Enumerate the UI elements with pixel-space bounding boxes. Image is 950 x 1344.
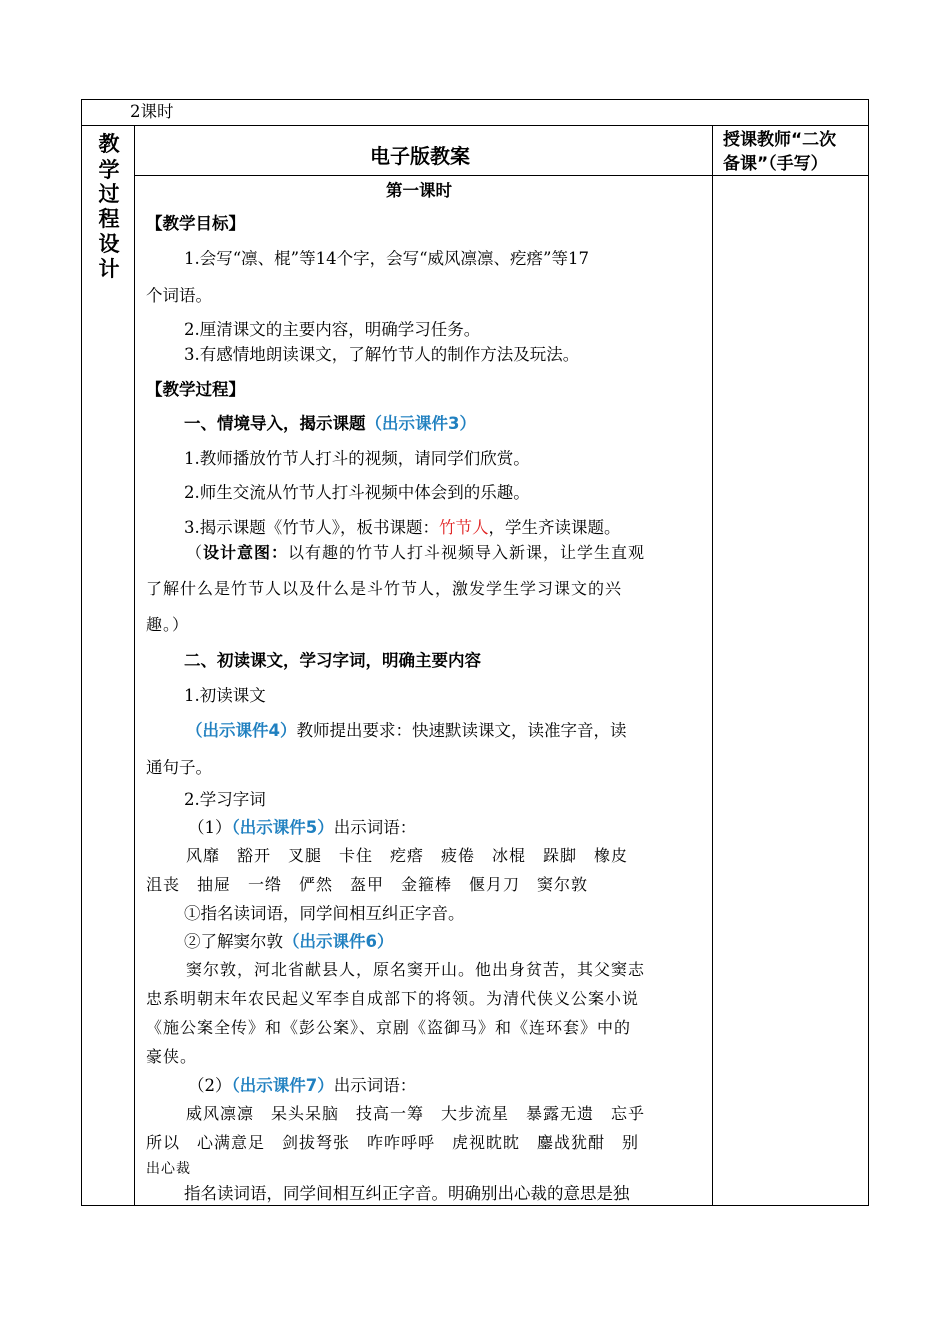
- courseware-tag: （出示课件6）: [283, 932, 394, 951]
- section-2-requirement-line1: [186, 721, 626, 741]
- dou-erdun-line4: 豪侠。: [146, 1047, 198, 1066]
- words-2-row-2: 所以 心满意足 剑拔弩张 咋咋呼呼 虎视眈眈 鏖战犹酣 别: [146, 1133, 640, 1152]
- goal-1-line1: 1.会写“凛、棍”等14个字，会写“威风凛凛、疙瘩”等17: [184, 249, 589, 268]
- words-2-label: 出示词语：: [333, 1076, 417, 1095]
- table-border-bottom: [81, 1205, 869, 1206]
- main-title: 电子版教案: [370, 144, 470, 168]
- table-border-right: [868, 99, 869, 1206]
- right-column-title-line2: 备课”（手写）: [723, 154, 828, 174]
- requirement-text: 教师提出要求：快速默读课文，读准字音，读: [296, 721, 627, 740]
- dou-erdun-line1: 窦尔敦，河北省献县人，原名窦开山。他出身贫苦，其父窦志: [186, 960, 646, 979]
- section-1-item-1: 1.教师播放竹节人打斗的视频，请同学们欣赏。: [184, 449, 530, 468]
- table-col-divider-left: [134, 125, 135, 1206]
- section-2-item-1: 1.初读课文: [184, 686, 266, 705]
- courseware-tag: （出示课件5）: [231, 818, 334, 837]
- design-intent-line1: [186, 543, 645, 563]
- table-col-divider-right: [712, 125, 713, 1206]
- know-dou-erdun: ②了解窦尔敦: [184, 932, 283, 951]
- side-label-char: 教: [98, 132, 120, 156]
- goal-2: 2.厘清课文的主要内容，明确学习任务。: [184, 320, 481, 339]
- words-1-row-2: 沮丧 抽屉 一绺 俨然 盔甲 金箍棒 偃月刀 窦尔敦: [146, 875, 589, 894]
- goals-heading: 【教学目标】: [146, 214, 245, 233]
- lesson-title: 第一课时: [386, 181, 452, 200]
- section-1-heading: 一、情境导入，揭示课题: [184, 414, 366, 433]
- right-column-title-line1: 授课教师“二次: [723, 130, 837, 150]
- courseware-tag: （出示课件3）: [365, 414, 476, 433]
- words-1-note: ①指名读词语，同学间相互纠正字音。: [184, 904, 465, 923]
- side-label-char: 学: [98, 158, 120, 182]
- words-2-number: （2）: [188, 1076, 232, 1095]
- words-1-number: （1）: [188, 818, 232, 837]
- words-1-row-1: 风靡 豁开 叉腿 卡住 疙瘩 疲倦 冰棍 跺脚 橡皮: [186, 846, 629, 865]
- period-label: 2课时: [130, 102, 174, 121]
- words-1-label: 出示词语：: [333, 818, 417, 837]
- side-label-char: 设: [98, 232, 120, 256]
- section-1-item-3: [184, 518, 621, 538]
- section-1-item-3-end: ，学生齐读课题。: [488, 518, 621, 537]
- side-label-char: 过: [98, 182, 120, 206]
- section-1-item-3-text: 3.揭示课题《竹节人》，板书课题：: [184, 518, 439, 537]
- dou-erdun-line3: 《施公案全传》和《彭公案》、京剧《盗御马》和《连环套》中的: [146, 1018, 632, 1037]
- board-title-red: 竹节人: [439, 518, 489, 537]
- side-label-char: 计: [98, 257, 120, 281]
- words-2-intro: [188, 1076, 416, 1096]
- section-2-requirement-line2: 通句子。: [146, 758, 212, 777]
- section-2-heading: 二、初读课文，学习字词，明确主要内容: [184, 651, 481, 670]
- design-intent-line2: 了解什么是竹节人以及什么是斗竹节人，激发学生学习课文的兴: [146, 579, 623, 598]
- goal-3: 3.有感情地朗读课文，了解竹节人的制作方法及玩法。: [184, 345, 580, 364]
- goal-1-line2: 个词语。: [146, 286, 212, 305]
- design-open-paren: （: [186, 543, 204, 562]
- dou-erdun-line2: 忠系明朝末年农民起义军李自成部下的将领。为清代侠义公案小说: [146, 989, 640, 1008]
- design-intent-line3: 趣。）: [146, 615, 190, 634]
- section-1-item-2: 2.师生交流从竹节人打斗视频中体会到的乐趣。: [184, 483, 530, 502]
- section-2-item-2: 2.学习字词: [184, 790, 266, 809]
- side-label-char: 程: [98, 207, 120, 231]
- design-intent-label: 设计意图：: [203, 543, 289, 562]
- table-border-top: [81, 99, 869, 100]
- words-2-row-1: 威风凛凛 呆头呆脑 技高一筹 大步流星 暴露无遗 忘乎: [186, 1104, 646, 1123]
- courseware-tag: （出示课件7）: [231, 1076, 334, 1095]
- words-1-intro: [188, 818, 416, 838]
- courseware-tag: （出示课件4）: [186, 721, 297, 740]
- design-intent-text: 以有趣的竹节人打斗视频导入新课，让学生直观: [288, 543, 646, 562]
- table-rule-period: [81, 125, 869, 126]
- section-1-heading-line: [184, 414, 476, 434]
- table-border-left: [81, 99, 82, 1206]
- process-heading: 【教学过程】: [146, 380, 245, 399]
- words-2-row-3: 出心裁: [146, 1161, 191, 1177]
- words-1-know: [184, 932, 393, 952]
- last-line: 指名读词语，同学间相互纠正字音。明确别出心裁的意思是独: [184, 1184, 630, 1203]
